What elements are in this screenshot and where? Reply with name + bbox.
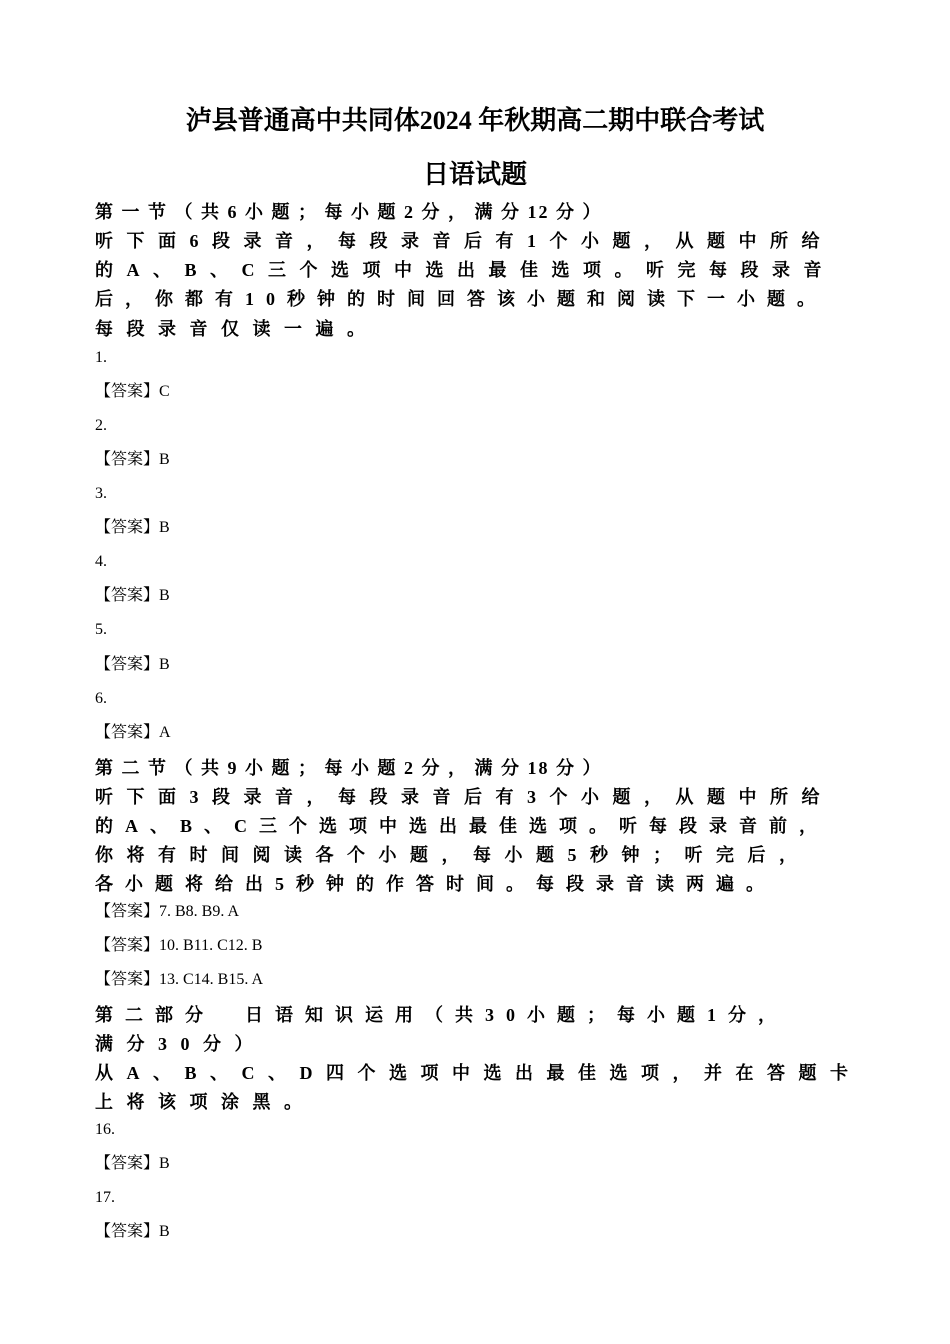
question-number: 1.: [95, 349, 107, 366]
section-2-instruction-line: 听下面3段录音，每段录音后有3个小题，从题中所给: [95, 787, 833, 807]
answer-line: 【答案】B: [95, 1223, 170, 1240]
exam-title: 泸县普通高中共同体2024 年秋期高二期中联合考试: [185, 106, 765, 135]
section-1-heading: 第 一 节 （ 共 6 小 题 ； 每 小 题 2 分 ， 满 分 12 分 ）: [95, 202, 603, 222]
question-number: 17.: [95, 1189, 115, 1206]
section-1-instruction-line: 每段录音仅读一遍。: [95, 319, 379, 339]
answer-line: 【答案】7. B8. B9. A: [95, 903, 240, 920]
answer-line: 【答案】A: [95, 724, 171, 741]
question-number: 2.: [95, 417, 107, 434]
section-2-heading: 第 二 节 （ 共 9 小 题 ； 每 小 题 2 分 ， 满 分 18 分 ）: [95, 758, 603, 778]
answer-line: 【答案】13. C14. B15. A: [95, 971, 264, 988]
question-number: 5.: [95, 621, 107, 638]
question-number: 16.: [95, 1121, 115, 1138]
answer-line: 【答案】C: [95, 383, 170, 400]
exam-subject-title: 日语试题: [422, 160, 527, 189]
answer-line: 【答案】B: [95, 587, 170, 604]
answer-line: 【答案】B: [95, 656, 170, 673]
section-2-instruction-line: 你将有时间阅读各个小题，每小题5秒钟；听完后，: [95, 845, 811, 865]
answer-line: 【答案】B: [95, 1155, 170, 1172]
section-2-instruction-line: 的A、B、C三个选项中选出最佳选项。听每段录音前，: [95, 816, 830, 836]
section-2-instruction-line: 各小题将给出5秒钟的作答时间。每段录音读两遍。: [95, 874, 776, 894]
answer-line: 【答案】B: [95, 451, 170, 468]
section-1-instruction-line: 后，你都有10秒钟的时间回答该小题和阅读下一小题。: [95, 289, 827, 309]
section-1-instruction-line: 的A、B、C三个选项中选出最佳选项。听完每段录音: [95, 260, 836, 280]
part-2-heading-continued: 满分30分）: [95, 1034, 266, 1054]
section-1-instruction-line: 听下面6段录音，每段录音后有1个小题，从题中所给: [95, 231, 833, 251]
answer-line: 【答案】10. B11. C12. B: [95, 937, 263, 954]
question-number: 6.: [95, 690, 107, 707]
part-2-instruction-line: 从A、B、C、D四个选项中选出最佳选项，并在答题卡: [95, 1063, 862, 1083]
question-number: 4.: [95, 553, 107, 570]
part-2-heading: 第二部分 日语知识运用（共30小题；每小题1分，: [95, 1005, 788, 1025]
answer-line: 【答案】B: [95, 519, 170, 536]
question-number: 3.: [95, 485, 107, 502]
part-2-instruction-line: 上将该项涂黑。: [95, 1092, 316, 1112]
